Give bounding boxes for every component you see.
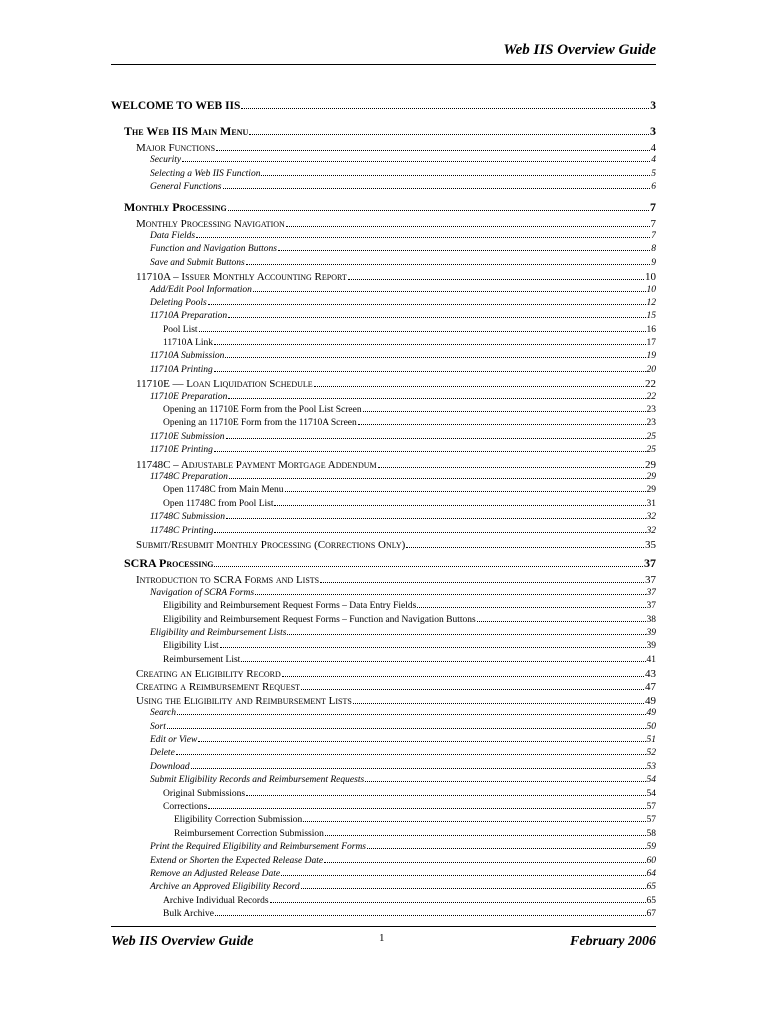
toc-entry-title: Monthly Processing Navigation <box>136 217 285 230</box>
toc-entry-page: 49 <box>646 708 656 719</box>
toc-entry-page: 19 <box>646 351 656 362</box>
toc-entry-page: 39 <box>646 627 656 638</box>
toc-entry-page: 54 <box>646 775 656 786</box>
toc-entry-page: 53 <box>646 761 656 772</box>
toc-entry-page: 20 <box>646 364 656 375</box>
toc-entry-title: General Functions <box>150 182 222 193</box>
toc-entry-page: 7 <box>651 230 656 241</box>
dot-leader <box>198 741 645 742</box>
toc-entry[interactable] <box>111 378 656 391</box>
toc-entry[interactable] <box>111 432 656 445</box>
toc-entry[interactable] <box>111 142 656 155</box>
toc-entry[interactable] <box>111 365 656 378</box>
toc-entry-title: Data Fields <box>150 230 196 241</box>
toc-entry-title: Download <box>150 761 190 772</box>
toc-entry-title: Extend or Shorten the Expected Release Date <box>150 855 324 866</box>
toc-entry-title: Sort <box>150 721 166 732</box>
toc-entry-page: 5 <box>651 168 656 179</box>
toc-entry-page: 64 <box>646 868 656 879</box>
toc-entry-title: Using the Eligibility and Reimbursement Lists <box>136 694 352 707</box>
dot-leader <box>348 279 644 280</box>
toc-entry[interactable] <box>111 681 656 694</box>
dot-leader <box>214 371 646 372</box>
toc-entry-title: Eligibility List <box>163 641 219 652</box>
toc-entry-title: 11748C Preparation <box>150 471 228 482</box>
dot-leader <box>225 357 645 358</box>
footer-date: February 2006 <box>570 934 656 949</box>
toc-entry[interactable] <box>111 748 656 761</box>
dot-leader <box>324 862 645 863</box>
toc-entry-page: 35 <box>645 538 656 551</box>
toc-entry[interactable] <box>111 896 656 909</box>
page-footer <box>111 926 656 951</box>
toc-entry[interactable] <box>111 155 656 168</box>
dot-leader <box>177 714 645 715</box>
dot-leader <box>274 505 645 506</box>
toc-entry-title: Search <box>150 708 177 719</box>
toc-entry-page: 7 <box>650 217 656 230</box>
dot-leader <box>226 518 645 519</box>
dot-leader <box>286 226 650 227</box>
dot-leader <box>215 915 646 916</box>
toc-entry[interactable] <box>111 285 656 298</box>
toc-entry-page: 10 <box>645 271 656 284</box>
toc-entry[interactable] <box>111 392 656 405</box>
toc-entry-page: 4 <box>650 142 656 154</box>
toc-entry-page: 31 <box>646 498 656 509</box>
toc-entry[interactable] <box>111 856 656 869</box>
dot-leader <box>182 161 650 162</box>
dot-leader <box>253 291 646 292</box>
dot-leader <box>287 634 645 635</box>
toc-entry[interactable] <box>111 655 656 668</box>
dot-leader <box>325 835 646 836</box>
toc-entry-title: 11710A Submission <box>150 351 225 362</box>
dot-leader <box>358 424 646 425</box>
page-header <box>111 42 656 65</box>
toc-entry-title: Add/Edit Pool Information <box>150 284 252 295</box>
dot-leader <box>208 808 645 809</box>
toc-entry-page: 6 <box>651 182 656 193</box>
dot-leader <box>314 386 644 387</box>
footer-page-number: 1 <box>379 932 385 944</box>
toc-entry-title: Edit or View <box>150 735 198 746</box>
toc-entry-title: SCRA Processing <box>124 556 214 571</box>
toc-entry-page: 3 <box>650 124 656 138</box>
toc-entry-title: 11748C – Adjustable Payment Mortgage Addendum <box>136 458 377 471</box>
toc-entry-page: 47 <box>645 681 656 694</box>
toc-entry[interactable] <box>111 708 656 721</box>
toc-entry-page: 49 <box>645 694 656 707</box>
toc-entry-page: 8 <box>651 244 656 255</box>
dot-leader <box>320 582 644 583</box>
toc-entry-page: 25 <box>646 445 656 456</box>
dot-leader <box>261 175 650 176</box>
dot-leader <box>208 304 646 305</box>
dot-leader <box>214 532 645 533</box>
toc-entry-title: Major Functions <box>136 142 216 154</box>
toc-entry[interactable] <box>111 789 656 802</box>
toc-entry[interactable] <box>111 244 656 257</box>
toc-entry-title: Pool List <box>163 324 198 335</box>
toc-entry-page: 65 <box>646 882 656 893</box>
toc-entry-page: 51 <box>646 735 656 746</box>
toc-entry-title: WELCOME TO WEB IIS <box>111 100 241 112</box>
dot-leader <box>378 467 644 468</box>
toc-entry-page: 10 <box>646 284 656 295</box>
toc-entry-title: Delete <box>150 748 175 759</box>
toc-entry-page: 29 <box>646 485 656 496</box>
dot-leader <box>301 888 646 889</box>
toc-entry[interactable] <box>111 100 656 120</box>
toc-entry-title: 11748C Printing <box>150 525 214 536</box>
toc-entry-page: 29 <box>646 471 656 482</box>
toc-entry-title: Archive an Approved Eligibility Record <box>150 882 300 893</box>
toc-entry-page: 15 <box>646 311 656 322</box>
toc-entry-title: Remove an Adjusted Release Date <box>150 868 281 879</box>
toc-entry-page: 9 <box>651 257 656 268</box>
toc-entry-title: 11710A Link <box>163 338 214 349</box>
toc-entry[interactable] <box>111 351 656 364</box>
toc-entry[interactable] <box>111 459 656 472</box>
dot-leader <box>255 594 645 595</box>
toc-entry[interactable] <box>111 472 656 485</box>
toc-entry-title: 11710E Submission <box>150 431 225 442</box>
toc-entry[interactable] <box>111 445 656 458</box>
toc-entry[interactable] <box>111 124 656 142</box>
toc-entry-page: 37 <box>645 574 656 587</box>
toc-entry-title: Eligibility and Reimbursement Request Forms – Function and Navigation Buttons <box>163 614 476 625</box>
toc-entry[interactable] <box>111 601 656 614</box>
toc-entry[interactable] <box>111 258 656 271</box>
dot-leader <box>196 237 650 238</box>
dot-leader <box>226 438 646 439</box>
toc-entry[interactable] <box>111 869 656 882</box>
dot-leader <box>241 108 649 109</box>
toc-entry-title: Selecting a Web IIS Function <box>150 168 261 179</box>
toc-entry-page: 37 <box>646 587 656 598</box>
toc-entry[interactable] <box>111 815 656 828</box>
toc-entry[interactable] <box>111 271 656 284</box>
dot-leader <box>249 134 649 135</box>
toc-entry-title: Print the Required Eligibility and Reimbursement Forms <box>150 842 367 853</box>
dot-leader <box>246 264 651 265</box>
toc-entry-title: 11710E Preparation <box>150 391 228 402</box>
toc-entry-title: Deleting Pools <box>150 297 207 308</box>
toc-entry[interactable] <box>111 628 656 641</box>
dot-leader <box>199 331 646 332</box>
toc-entry-title: Opening an 11710E Form from the 11710A Screen <box>163 418 357 429</box>
toc-entry-title: Reimbursement List <box>163 654 241 665</box>
dot-leader <box>216 150 649 151</box>
toc-entry-title: 11710A – Issuer Monthly Accounting Report <box>136 271 347 284</box>
dot-leader <box>228 317 645 318</box>
toc-entry[interactable] <box>111 574 656 587</box>
toc-entry-title: Submit Eligibility Records and Reimbursement Requests <box>150 775 365 786</box>
toc-entry[interactable] <box>111 405 656 418</box>
toc-entry-title: Eligibility and Reimbursement Request Forms – Data Entry Fields <box>163 601 417 612</box>
toc-entry[interactable] <box>111 695 656 708</box>
toc-entry[interactable] <box>111 499 656 512</box>
dot-leader <box>191 768 646 769</box>
dot-leader <box>214 451 646 452</box>
toc-entry-title: Open 11748C from Main Menu <box>163 485 284 496</box>
toc-entry-title: Introduction to SCRA Forms and Lists <box>136 574 320 587</box>
toc-entry[interactable] <box>111 485 656 498</box>
toc-entry-page: 39 <box>646 641 656 652</box>
toc-entry-page: 22 <box>646 391 656 402</box>
toc-entry[interactable] <box>111 539 656 552</box>
dot-leader <box>353 703 644 704</box>
toc-entry[interactable] <box>111 842 656 855</box>
header-title: Web IIS Overview Guide <box>503 42 656 58</box>
dot-leader <box>228 210 649 211</box>
dot-leader <box>214 344 645 345</box>
toc-entry-title: Original Submissions <box>163 788 246 799</box>
toc-entry-title: Reimbursement Correction Submission <box>174 828 324 839</box>
toc-entry[interactable] <box>111 338 656 351</box>
dot-leader <box>477 621 646 622</box>
toc-entry-page: 23 <box>646 418 656 429</box>
dot-leader <box>246 795 645 796</box>
table-of-contents <box>111 96 656 922</box>
toc-entry[interactable] <box>111 526 656 539</box>
toc-entry[interactable] <box>111 231 656 244</box>
toc-entry-page: 16 <box>646 324 656 335</box>
toc-entry-title: 11710A Preparation <box>150 311 228 322</box>
toc-entry[interactable] <box>111 418 656 431</box>
toc-entry-title: Open 11748C from Pool List <box>163 498 274 509</box>
dot-leader <box>303 821 645 822</box>
toc-entry[interactable] <box>111 802 656 815</box>
toc-entry[interactable] <box>111 829 656 842</box>
toc-entry[interactable] <box>111 909 656 922</box>
toc-entry-page: 57 <box>646 801 656 812</box>
dot-leader <box>363 411 646 412</box>
toc-entry-page: 12 <box>646 297 656 308</box>
toc-entry[interactable] <box>111 668 656 681</box>
toc-entry-title: Submit/Resubmit Monthly Processing (Corrections Only) <box>136 538 406 551</box>
toc-entry[interactable] <box>111 641 656 654</box>
toc-entry-title: 11710A Printing <box>150 364 213 375</box>
toc-entry-page: 32 <box>646 525 656 536</box>
toc-entry-page: 59 <box>646 842 656 853</box>
toc-entry[interactable] <box>111 325 656 338</box>
toc-entry-page: 37 <box>646 601 656 612</box>
toc-entry-page: 23 <box>646 405 656 416</box>
dot-leader <box>365 781 645 782</box>
dot-leader <box>229 478 646 479</box>
toc-entry-title: Eligibility Correction Submission <box>174 815 303 826</box>
toc-entry[interactable] <box>111 762 656 775</box>
toc-entry[interactable] <box>111 311 656 324</box>
dot-leader <box>270 902 646 903</box>
dot-leader <box>278 250 650 251</box>
dot-leader <box>167 728 646 729</box>
toc-entry[interactable] <box>111 775 656 788</box>
dot-leader <box>301 689 644 690</box>
dot-leader <box>417 607 645 608</box>
dot-leader <box>367 848 645 849</box>
toc-entry-page: 58 <box>646 828 656 839</box>
toc-entry[interactable] <box>111 882 656 895</box>
toc-entry-title: 11710E — Loan Liquidation Schedule <box>136 378 313 391</box>
toc-entry-title: Eligibility and Reimbursement Lists <box>150 627 287 638</box>
dot-leader <box>285 491 646 492</box>
dot-leader <box>241 661 645 662</box>
toc-entry[interactable] <box>111 615 656 628</box>
footer-document-title: Web IIS Overview Guide <box>111 934 254 949</box>
toc-entry-title: Creating an Eligibility Record <box>136 668 281 681</box>
toc-entry-title: Security <box>150 155 182 166</box>
toc-entry[interactable] <box>111 722 656 735</box>
dot-leader <box>220 647 646 648</box>
toc-entry-page: 52 <box>646 748 656 759</box>
toc-entry-page: 43 <box>645 668 656 681</box>
toc-entry-page: 37 <box>644 556 656 571</box>
dot-leader <box>214 566 643 567</box>
toc-entry-title: Creating a Reimbursement Request <box>136 681 301 694</box>
toc-entry-title: 11710E Printing <box>150 445 213 456</box>
toc-entry[interactable] <box>111 556 656 574</box>
toc-entry-title: Archive Individual Records <box>163 895 269 906</box>
toc-entry-page: 50 <box>646 721 656 732</box>
toc-entry-page: 7 <box>650 199 656 214</box>
toc-entry-title: Bulk Archive <box>163 909 214 920</box>
toc-entry[interactable] <box>111 298 656 311</box>
dot-leader <box>176 754 646 755</box>
toc-entry[interactable] <box>111 588 656 601</box>
toc-entry-page: 57 <box>646 815 656 826</box>
toc-entry-title: Monthly Processing <box>124 199 227 214</box>
toc-entry[interactable] <box>111 182 656 195</box>
toc-entry-page: 25 <box>646 431 656 442</box>
toc-entry[interactable] <box>111 512 656 525</box>
toc-entry-page: 65 <box>646 895 656 906</box>
toc-entry-title: Corrections <box>163 801 208 812</box>
toc-entry[interactable] <box>111 218 656 231</box>
toc-entry-title: 11748C Submission <box>150 512 226 523</box>
toc-entry-page: 32 <box>646 512 656 523</box>
toc-entry-title: The Web IIS Main Menu <box>124 124 249 138</box>
toc-entry-page: 41 <box>646 654 656 665</box>
toc-entry-page: 3 <box>650 100 656 112</box>
toc-entry[interactable] <box>111 169 656 182</box>
dot-leader <box>282 676 644 677</box>
toc-entry-page: 38 <box>646 614 656 625</box>
dot-leader <box>228 398 645 399</box>
toc-entry-page: 4 <box>651 155 656 166</box>
toc-entry-page: 67 <box>646 909 656 920</box>
dot-leader <box>406 547 644 548</box>
toc-entry-page: 60 <box>646 855 656 866</box>
toc-entry-page: 54 <box>646 788 656 799</box>
dot-leader <box>281 875 645 876</box>
toc-entry-page: 22 <box>645 378 656 391</box>
toc-entry-title: Save and Submit Buttons <box>150 257 245 268</box>
toc-entry[interactable] <box>111 735 656 748</box>
toc-entry-title: Opening an 11710E Form from the Pool List Screen <box>163 405 362 416</box>
toc-entry-page: 29 <box>645 458 656 471</box>
toc-entry-title: Navigation of SCRA Forms <box>150 587 255 598</box>
toc-entry-title: Function and Navigation Buttons <box>150 244 277 255</box>
toc-entry[interactable] <box>111 200 656 218</box>
toc-entry-page: 17 <box>646 338 656 349</box>
dot-leader <box>223 188 651 189</box>
